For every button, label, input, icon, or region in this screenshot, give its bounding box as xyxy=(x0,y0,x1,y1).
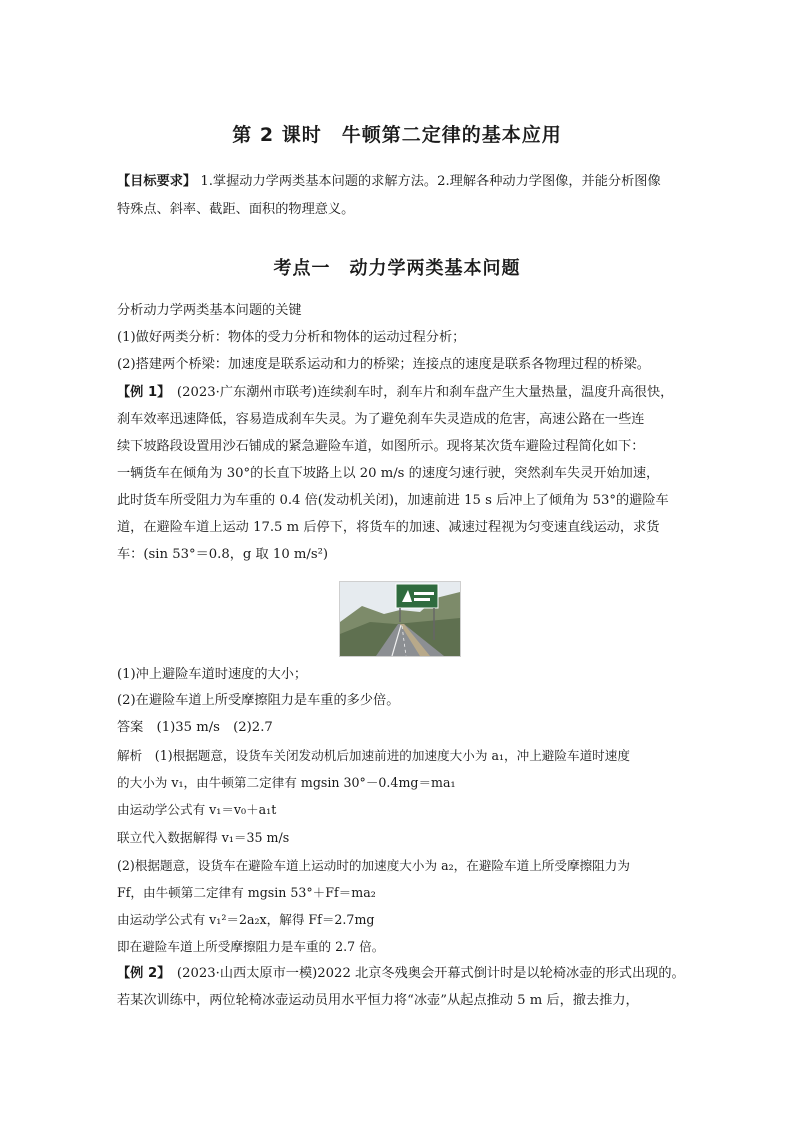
example1-line: 续下坡路段设置用沙石铺成的紧急避险车道，如图所示。现将某次货车避险过程简化如下： xyxy=(117,439,645,454)
page-title: 第 2 课时 牛顿第二定律的基本应用 xyxy=(232,124,562,146)
analysis-line: 联立代入数据解得 v₁＝35 m/s xyxy=(117,830,290,845)
goals-line-1 xyxy=(117,172,677,192)
example1-line-1 xyxy=(117,383,677,403)
goals-text-1: 1.掌握动力学两类基本问题的求解方法。2.理解各种动力学图像，并能分析图像 xyxy=(196,174,661,189)
example2-line-1 xyxy=(117,964,685,984)
analysis-line: (2)根据题意，设货车在避险车道上运动时的加速度大小为 a₂，在避险车道上所受摩擦阻力为 xyxy=(117,858,630,873)
example1-line: 此时货车所受阻力为车重的 0.4 倍(发动机关闭)，加速前进 15 s 后冲上了倾角为 53°的避险车 xyxy=(117,493,669,508)
analysis-line: 由运动学公式有 v₁＝v₀＋a₁t xyxy=(117,802,277,817)
intro-line: (2)搭建两个桥梁：加速度是联系运动和力的桥梁；连接点的速度是联系各物理过程的桥梁。 xyxy=(117,357,650,372)
example2-line-2: 若某次训练中，两位轮椅冰壶运动员用水平恒力将“冰壶”从起点推动 5 m 后，撤去推力， xyxy=(117,993,639,1008)
section-title: 考点一 动力学两类基本问题 xyxy=(273,258,521,279)
example1-text-1: (2023·广东潮州市联考)连续刹车时，刹车片和刹车盘产生大量热量，温度升高很快， xyxy=(163,385,674,400)
escape-lane-photo xyxy=(339,581,461,657)
example1-answer: 答案 (1)35 m/s (2)2.7 xyxy=(117,720,273,735)
intro-line: 分析动力学两类基本问题的关键 xyxy=(117,303,302,318)
intro-line: (1)做好两类分析：物体的受力分析和物体的运动过程分析； xyxy=(117,330,466,345)
analysis-line: 由运动学公式有 v₁²＝2a₂x，解得 Ff＝2.7mg xyxy=(117,912,375,927)
escape-lane-illustration xyxy=(340,582,460,656)
analysis-line: 的大小为 v₁，由牛顿第二定律有 mgsin 30°－0.4mg＝ma₁ xyxy=(117,775,456,790)
example1-line: 一辆货车在倾角为 30°的长直下坡路上以 20 m/s 的速度匀速行驶，突然刹车失灵开始加速， xyxy=(117,466,660,481)
analysis-line: 解析 (1)根据题意，设货车关闭发动机后加速前进的加速度大小为 a₁，冲上避险车道时速度 xyxy=(117,748,630,763)
example1-line: 道，在避险车道上运动 17.5 m 后停下，将货车的加速、减速过程视为匀变速直线运动，求货 xyxy=(117,520,660,535)
goals-line-2: 特殊点、斜率、截距、面积的物理意义。 xyxy=(117,202,355,217)
example1-line: 车：(sin 53°＝0.8，g 取 10 m/s²) xyxy=(117,547,329,562)
analysis-line: 即在避险车道上所受摩擦阻力是车重的 2.7 倍。 xyxy=(117,939,385,954)
example2-tag: 【例 2】 xyxy=(117,966,164,981)
example1-line: 刹车效率迅速降低，容易造成刹车失灵。为了避免刹车失灵造成的危害，高速公路在一些连 xyxy=(117,412,645,427)
example2-text-1: (2023·山西太原市一模)2022 北京冬残奥会开幕式倒计时是以轮椅冰壶的形式出现的。 xyxy=(163,966,685,981)
analysis-line: Ff，由牛顿第二定律有 mgsin 53°＋Ff＝ma₂ xyxy=(117,885,376,900)
example1-question-2: (2)在避险车道上所受摩擦阻力是车重的多少倍。 xyxy=(117,693,400,708)
example1-question-1: (1)冲上避险车道时速度的大小； xyxy=(117,667,308,682)
goals-tag: 【目标要求】 xyxy=(117,174,197,189)
example1-tag: 【例 1】 xyxy=(117,385,164,400)
